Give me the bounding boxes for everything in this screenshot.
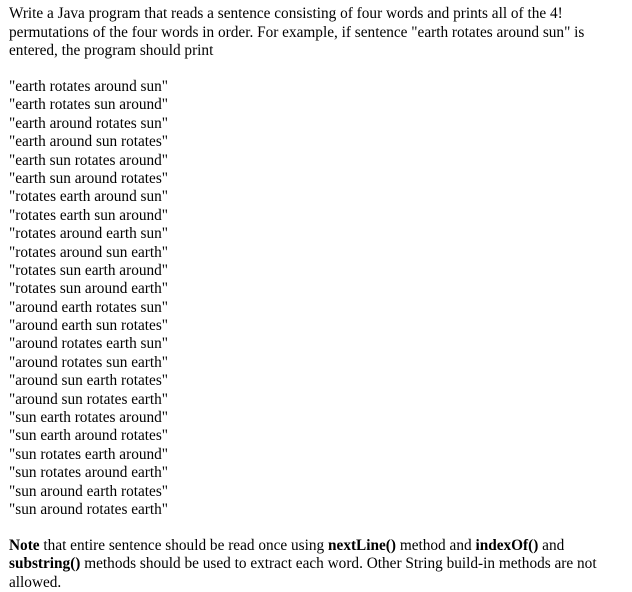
note-text-1: that entire sentence should be read once using bbox=[39, 537, 329, 554]
note-label: Note bbox=[9, 537, 40, 554]
permutation-line: "rotates sun earth around" bbox=[9, 261, 169, 279]
permutation-line: "earth sun rotates around" bbox=[9, 151, 169, 169]
permutation-line: "rotates earth around sun" bbox=[9, 188, 169, 206]
permutation-line: "rotates around sun earth" bbox=[9, 243, 169, 261]
permutation-line: "sun earth rotates around" bbox=[9, 409, 169, 427]
permutation-line: "earth around sun rotates" bbox=[9, 133, 169, 151]
permutation-line: "rotates around earth sun" bbox=[9, 225, 169, 243]
permutation-line: "around earth rotates sun" bbox=[9, 298, 169, 316]
permutation-line: "earth around rotates sun" bbox=[9, 114, 169, 132]
permutation-line: "sun earth around rotates" bbox=[9, 427, 169, 445]
permutation-line: "earth rotates around sun" bbox=[9, 78, 169, 95]
method-substring: substring() bbox=[9, 555, 81, 573]
note-text-4: methods should be used to extract each word. Other String build-in methods are not allowed. bbox=[9, 555, 597, 591]
permutation-line: "around rotates sun earth" bbox=[9, 353, 169, 371]
permutation-line: "around sun earth rotates" bbox=[9, 372, 169, 390]
permutation-line: "rotates sun around earth" bbox=[9, 280, 169, 298]
permutation-line: "around earth sun rotates" bbox=[9, 317, 169, 335]
permutation-line: "sun rotates earth around" bbox=[9, 445, 169, 463]
permutation-line: "sun around rotates earth" bbox=[9, 500, 169, 518]
permutation-line: "around sun rotates earth" bbox=[9, 390, 169, 408]
permutation-list bbox=[9, 78, 168, 519]
permutation-line: "around rotates earth sun" bbox=[9, 335, 169, 353]
permutation-line: "sun around earth rotates" bbox=[9, 482, 169, 500]
permutation-line: "earth rotates sun around" bbox=[9, 96, 169, 114]
method-nextline: nextLine() bbox=[328, 537, 396, 554]
permutation-line: "sun rotates around earth" bbox=[9, 464, 169, 482]
problem-statement: Write a Java program that reads a sentence consisting of four words and prints all of the 4! permutations of the four words in order. For example, if sentence "earth rotates around sun" is entered, the program should print bbox=[9, 5, 585, 59]
note-text-2: method and bbox=[396, 537, 476, 554]
note-paragraph bbox=[9, 537, 623, 592]
method-indexof: indexOf() bbox=[475, 537, 539, 554]
permutation-line: "rotates earth sun around" bbox=[9, 206, 169, 224]
permutation-line: "earth sun around rotates" bbox=[9, 169, 169, 187]
note-text-3: and bbox=[538, 537, 565, 554]
document-body bbox=[9, 5, 627, 591]
